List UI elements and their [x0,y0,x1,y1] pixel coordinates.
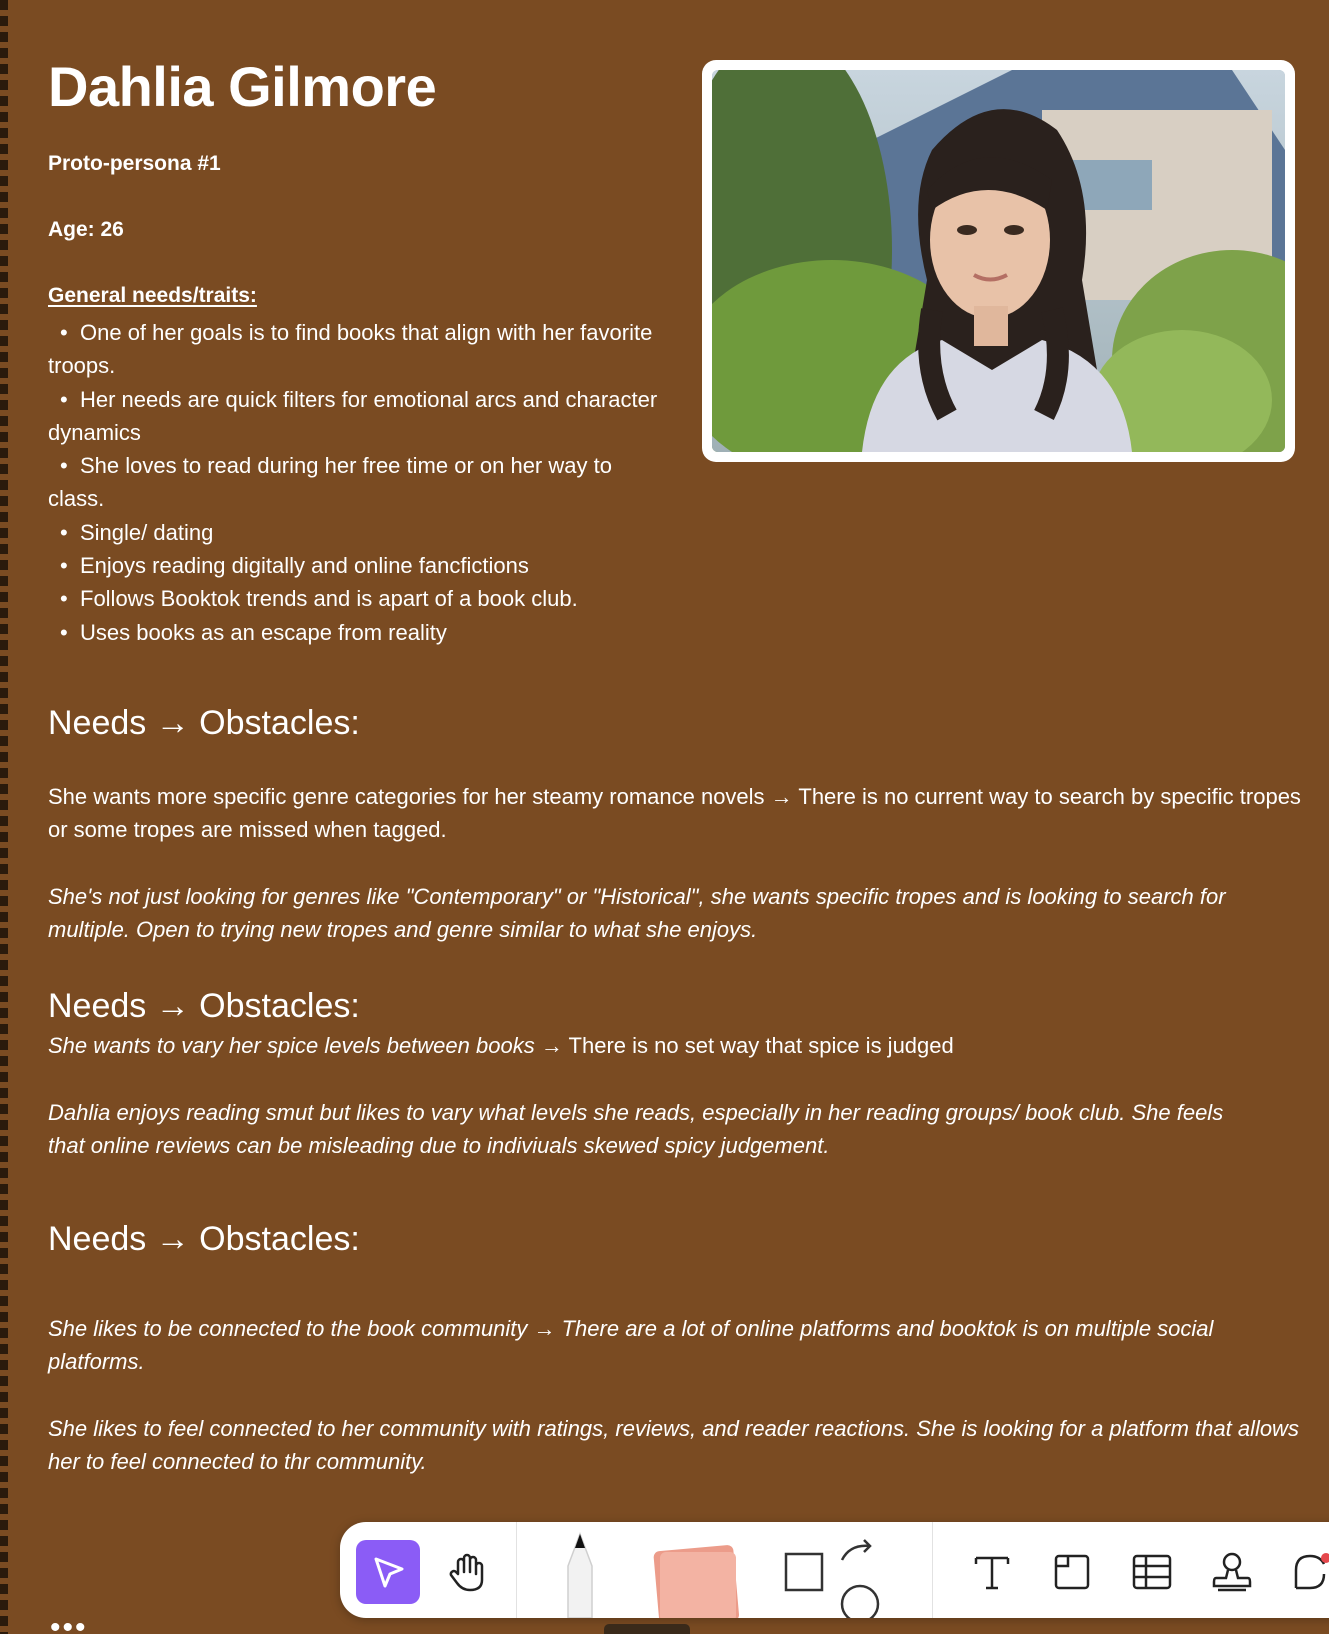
section-heading-2: Needs → Obstacles: [48,987,360,1025]
toolbar [340,1522,1329,1618]
section-heading-1: Needs → Obstacles: [48,704,360,742]
text-icon [960,1540,1024,1604]
trait-item: • She loves to read during her free time or on her way to class. [48,449,668,516]
table-icon [1120,1540,1184,1604]
more-menu-icon[interactable]: ••• [50,1611,88,1634]
sticky-note-icon [648,1542,744,1618]
stamp-icon [1200,1540,1264,1604]
canvas-edge [0,0,8,1634]
section-2-statement-rest: → There is no set way that spice is judged [534,1033,954,1058]
section-3-statement: She likes to be connected to the book community → There are a lot of online platforms and booktok is on multiple social platforms. [48,1316,1214,1375]
comment-tool-button[interactable] [1280,1540,1329,1604]
trait-item: • Follows Booktok trends and is apart of a book club. [48,582,668,615]
portrait-illustration [712,70,1285,452]
section-2-detail: Dahlia enjoys reading smut but likes to vary what levels she reads, especially in her reading groups/ book club. She feels that online reviews can be misleading due to indiviuals skewed spicy judgement. [48,1100,1224,1159]
hand-icon [436,1540,500,1604]
trait-item: • One of her goals is to find books that align with her favorite troops. [48,316,668,383]
frame-icon [1040,1540,1104,1604]
persona-subtitle: Proto-persona #1 [48,152,221,175]
divider [932,1522,933,1618]
pen-tool-button[interactable] [552,1530,608,1618]
select-tool-button[interactable] [356,1540,420,1604]
trait-item: • Uses books as an escape from reality [48,616,668,649]
shapes-tool-button[interactable] [780,1532,890,1618]
trait-item: • Single/ dating [48,516,668,549]
hand-tool-button[interactable] [436,1540,500,1604]
section-1-statement: She wants more specific genre categories for her steamy romance novels → There is no current way to search by specific tropes or some tropes are missed when tagged. [48,784,1301,843]
section-heading-3: Needs → Obstacles: [48,1220,360,1258]
persona-photo[interactable] [702,60,1295,462]
section-2-statement-italic: She wants to vary her spice levels between books [48,1033,535,1058]
text-tool-button[interactable] [960,1540,1024,1604]
sticky-note-tool-button[interactable] [648,1542,744,1618]
trait-item: • Enjoys reading digitally and online fancfictions [48,549,668,582]
divider [516,1522,517,1618]
pen-icon [552,1530,608,1618]
traits-list [48,316,668,649]
trait-item: • Her needs are quick filters for emotional arcs and character dynamics [48,383,668,450]
section-3-detail: She likes to feel connected to her community with ratings, reviews, and reader reactions. She is looking for a platform that allows her to feel connected to thr community. [48,1416,1299,1475]
persona-name: Dahlia Gilmore [48,55,437,118]
persona-photo-image [712,70,1285,452]
section-1-detail: She's not just looking for genres like "Contemporary" or "Historical", she wants specific tropes and is looking to search for multiple. Open to trying new tropes and genre similar to what she enjoys. [48,884,1226,943]
frame-tool-button[interactable] [1040,1540,1104,1604]
stamp-tool-button[interactable] [1200,1540,1264,1604]
table-tool-button[interactable] [1120,1540,1184,1604]
traits-heading: General needs/traits: [48,284,257,307]
cursor-icon [356,1540,420,1604]
comment-icon [1280,1540,1329,1604]
shapes-icon [780,1532,890,1618]
persona-age: Age: 26 [48,218,124,241]
section-2-statement [48,1029,1308,1062]
home-indicator [604,1624,690,1634]
